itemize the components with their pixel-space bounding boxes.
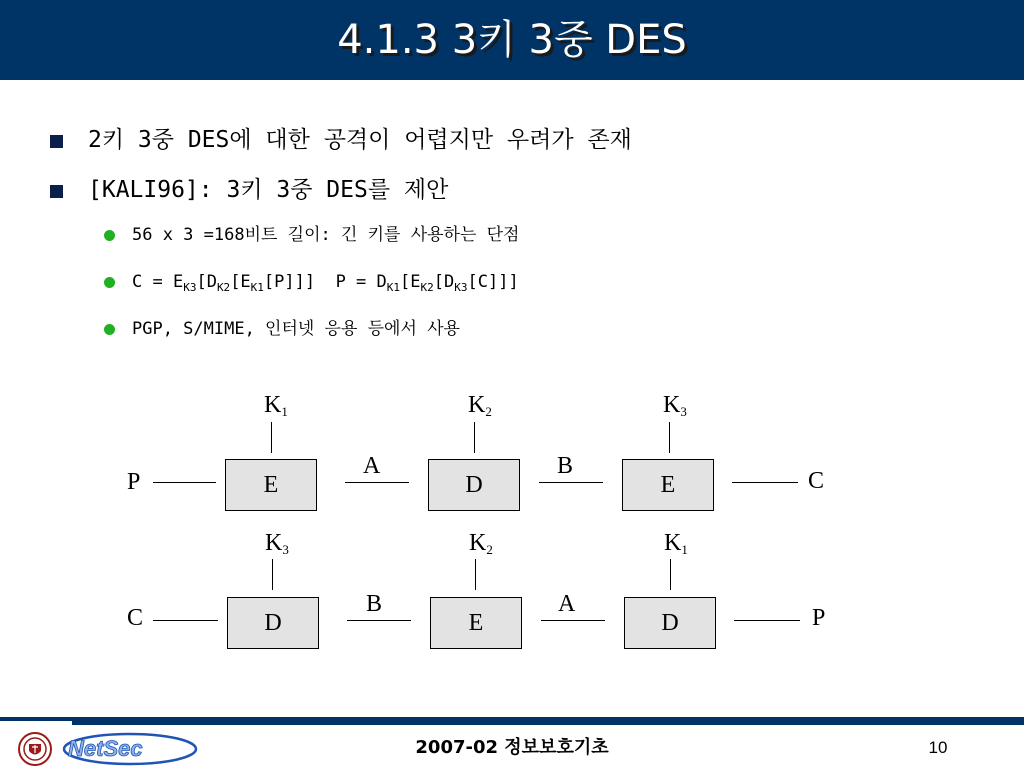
dot-bullet-icon <box>104 230 115 241</box>
connector-line <box>541 620 605 621</box>
connector-line <box>539 482 603 483</box>
row2-key-label-3: $K_1$ <box>664 530 688 557</box>
row2-output-label: P <box>812 605 826 631</box>
sub-bullet-text: 56 x 3 =168비트 길이: 긴 키를 사용하는 단점 <box>132 225 520 245</box>
page-number: 10 <box>928 738 948 757</box>
formula-part: [E <box>400 272 421 292</box>
formula-part: [E <box>230 272 251 292</box>
formula-subscript: K3 <box>454 281 468 294</box>
connector-line <box>732 482 798 483</box>
row2-box-3: D <box>624 597 716 649</box>
connector-line <box>153 620 218 621</box>
encrypt-formula <box>173 272 315 292</box>
connector-line <box>345 482 409 483</box>
formula-part: [D <box>196 272 217 292</box>
row2-box-2: E <box>430 597 522 649</box>
row1-key-label-3: $K_3$ <box>663 392 687 419</box>
key-line <box>272 559 273 590</box>
bullet-text: 2키 3중 DES에 대한 공격이 어렵지만 우려가 존재 <box>88 127 632 153</box>
formula-lhs: C = <box>132 272 173 292</box>
formula-subscript: K2 <box>216 281 231 294</box>
footer-bar <box>0 717 1024 725</box>
formula-rhs-prefix: P = <box>315 272 377 292</box>
row2-box-1: D <box>227 597 319 649</box>
formula-text <box>132 271 519 299</box>
key-line <box>474 422 475 453</box>
square-bullet-icon <box>50 185 63 198</box>
netsec-logo-text: NetSec <box>68 736 143 761</box>
formula-subscript: K1 <box>386 281 401 294</box>
bullet-text: [KALI96]: 3키 3중 DES를 제안 <box>88 177 449 203</box>
formula-part: [C]]] <box>467 272 519 292</box>
row2-link-label-1: B <box>366 591 383 617</box>
footer-gap <box>0 721 72 727</box>
formula-part: E <box>172 272 184 292</box>
decrypt-formula <box>377 272 519 292</box>
row1-box-3: E <box>622 459 714 511</box>
formula-part: [P]]] <box>263 272 316 292</box>
sub-bullet-text: PGP, S/MIME, 인터넷 응용 등에서 사용 <box>132 319 460 339</box>
row2-key-label-1: $K_3$ <box>265 530 289 557</box>
key-line <box>475 559 476 590</box>
row2-key-label-2: $K_2$ <box>469 530 493 557</box>
row2-input-label: C <box>127 605 144 631</box>
connector-line <box>347 620 411 621</box>
row1-key-label-1: $K_1$ <box>264 392 288 419</box>
formula-subscript: K3 <box>183 281 197 294</box>
slide-title: 4.1.3 3키 3중 DES <box>337 17 687 63</box>
row2-link-label-2: A <box>558 591 576 617</box>
key-line <box>271 422 272 453</box>
row1-input-label: P <box>127 469 141 495</box>
row1-key-label-2: $K_2$ <box>468 392 492 419</box>
footer-title: 2007-02 정보보호기초 <box>415 737 609 758</box>
connector-line <box>734 620 800 621</box>
row1-link-label-1: A <box>363 453 381 479</box>
formula-subscript: K2 <box>420 281 434 294</box>
square-bullet-icon <box>50 135 63 148</box>
row1-box-2: D <box>428 459 520 511</box>
row1-link-label-2: B <box>557 453 574 479</box>
dot-bullet-icon <box>104 277 115 288</box>
row1-box-1: E <box>225 459 317 511</box>
key-line <box>669 422 670 453</box>
dot-bullet-icon <box>104 324 115 335</box>
row1-output-label: C <box>808 468 825 494</box>
formula-subscript: K1 <box>250 281 264 294</box>
key-line <box>670 559 671 590</box>
connector-line <box>153 482 216 483</box>
formula-part: [D <box>433 272 455 292</box>
formula-part: D <box>376 272 387 292</box>
